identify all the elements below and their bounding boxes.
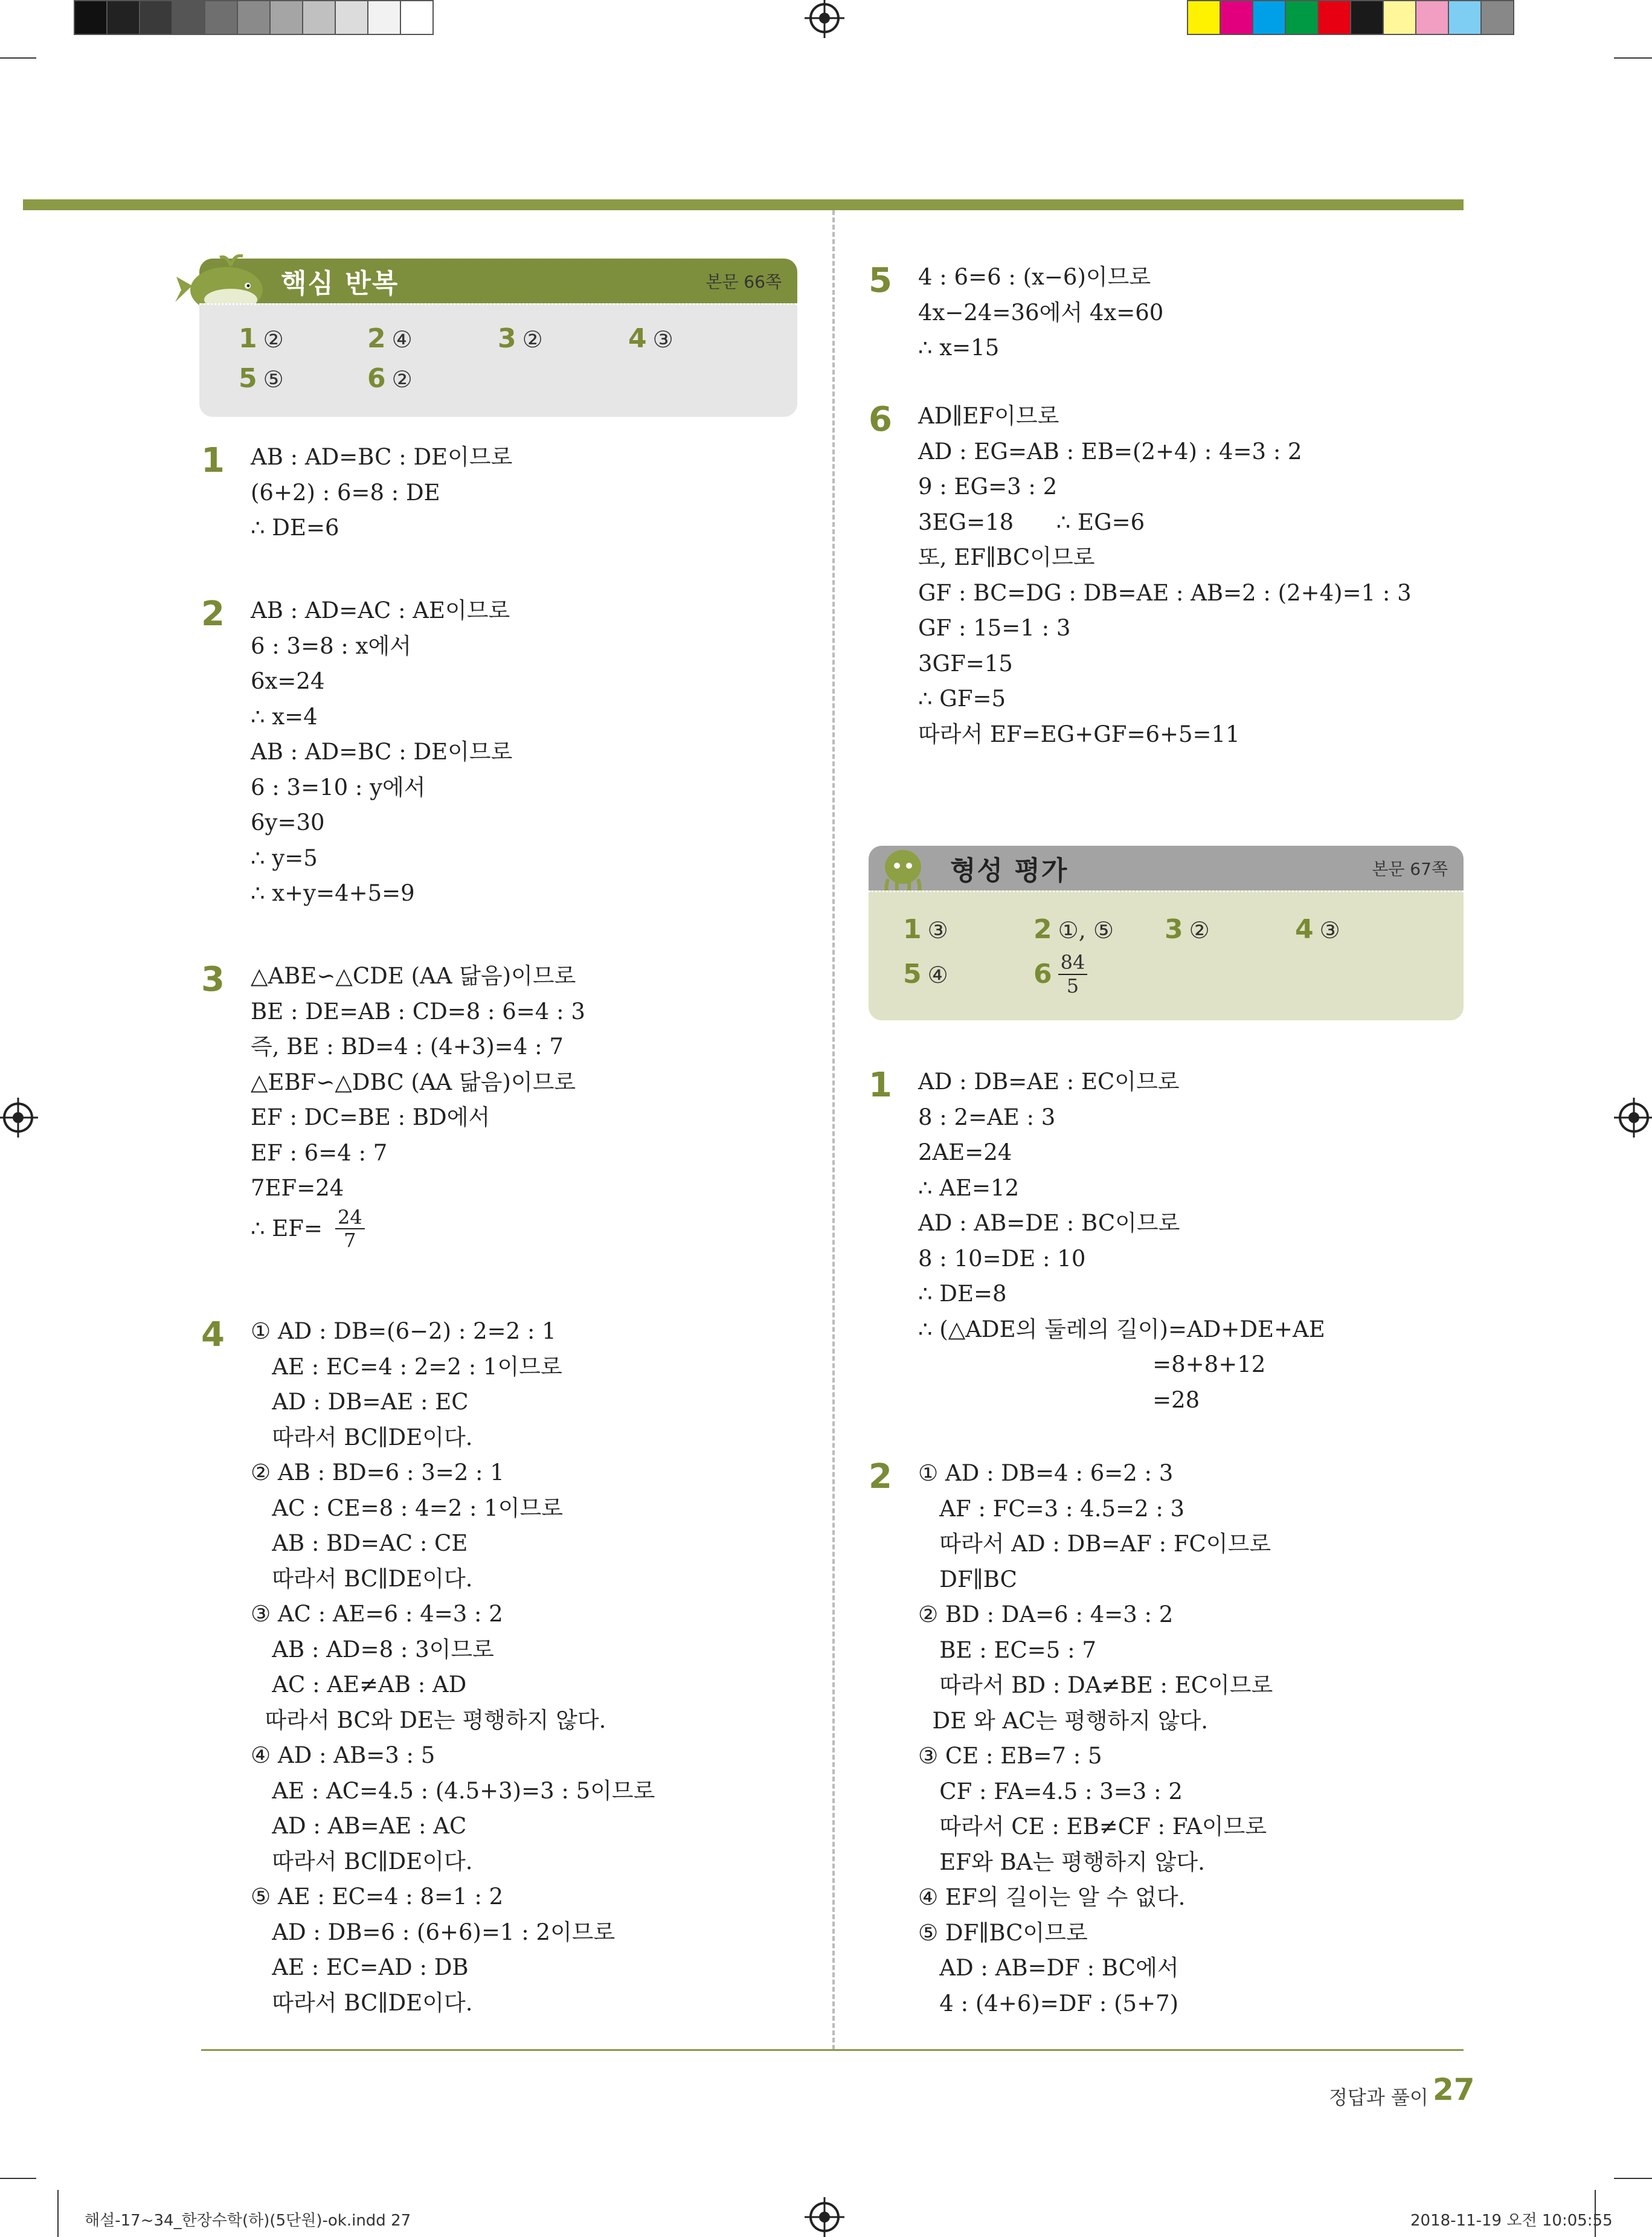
gray-swatch: [106, 0, 140, 35]
problem-number: 3: [201, 960, 225, 999]
solution-line: 7EF=24: [251, 1175, 344, 1201]
bottom-rule: [201, 2049, 1464, 2051]
solution-line: ∴ DE=6: [251, 515, 339, 541]
color-swatch: [1415, 0, 1449, 35]
color-swatch: [1285, 0, 1319, 35]
solution-line: 따라서 BC∥DE이다.: [251, 1989, 473, 2016]
solution-line: ⑤ AE : EC=4 : 8=1 : 2: [251, 1884, 504, 1910]
solution-line: ① AD : DB=4 : 6=2 : 3: [918, 1460, 1174, 1486]
solution-line: 4 : (4+6)=DF : (5+7): [918, 1990, 1179, 2017]
crop-mark: [0, 2178, 36, 2179]
solution-line: 2AE=24: [918, 1139, 1012, 1165]
crop-mark: [1614, 57, 1652, 59]
answer-item: 1 ②: [239, 323, 284, 354]
color-swatch: [1252, 0, 1286, 35]
color-swatch: [1220, 0, 1253, 35]
problem-number: 2: [869, 1457, 892, 1496]
solution-line: 3GF=15: [918, 650, 1013, 677]
solution-line: EF : DC=BE : BD에서: [251, 1104, 490, 1130]
solution-line: 따라서 EF=EG+GF=6+5=11: [918, 721, 1240, 747]
solution-line: AB : AD=AC : AE이므로: [251, 597, 510, 623]
answer-item: 3 ②: [1165, 914, 1210, 945]
solution-line: 4x−24=36에서 4x=60: [918, 299, 1164, 326]
solution-line: 따라서 BD : DA≠BE : EC이므로: [918, 1672, 1273, 1698]
answer-item: 2 ④: [367, 323, 413, 354]
top-green-bar: [23, 199, 1464, 210]
problem-number: 1: [869, 1066, 892, 1105]
gray-swatch: [400, 0, 434, 35]
solution-line: DE 와 AC는 평행하지 않다.: [918, 1707, 1208, 1734]
solution-line: ④ EF의 길이는 알 수 없다.: [918, 1884, 1186, 1910]
solution-line: AC : CE=8 : 4=2 : 1이므로: [251, 1495, 563, 1521]
solution-line: △ABE∽△CDE (AA 닮음)이므로: [251, 963, 576, 989]
solution-line: AE : EC=AD : DB: [251, 1954, 469, 1980]
slug-filename: 해설-17~34_한장수학(하)(5단원)-ok.indd 27: [85, 2212, 411, 2230]
solution-line: 6x=24: [251, 668, 325, 694]
crop-mark: [1614, 2178, 1652, 2179]
color-swatch: [1480, 0, 1514, 35]
answer-item: 2 ①, ⑤: [1033, 914, 1114, 945]
solution-line: AB : AD=BC : DE이므로: [251, 444, 513, 470]
solution-line: 8 : 2=AE : 3: [918, 1104, 1056, 1130]
gray-swatch: [172, 0, 205, 35]
solution-line: ② AB : BD=6 : 3=2 : 1: [251, 1460, 504, 1485]
solution-line: AE : AC=4.5 : (4.5+3)=3 : 5이므로: [251, 1777, 655, 1804]
solution-line: 6y=30: [251, 810, 325, 835]
solution-line: GF : BC=DG : DB=AE : AB=2 : (2+4)=1 : 3: [918, 579, 1412, 606]
answer-item: 5 ⑤: [239, 363, 284, 394]
solution-line: 6 : 3=10 : y에서: [251, 774, 426, 800]
problem-number: 5: [869, 261, 892, 300]
solution-line: EF와 BA는 평행하지 않다.: [918, 1849, 1205, 1875]
solution-line: AD : DB=6 : (6+6)=1 : 2이므로: [251, 1919, 615, 1945]
solution-line: BE : DE=AB : CD=8 : 6=4 : 3: [251, 998, 585, 1025]
fraction-denominator: 7: [344, 1229, 356, 1252]
color-swatch: [1350, 0, 1384, 35]
fraction-numerator: 24: [335, 1206, 365, 1230]
solution-line: △EBF∽△DBC (AA 닮음)이므로: [251, 1069, 576, 1095]
answer-item: 5 ④: [903, 959, 948, 990]
solution-line: ∴ AE=12: [918, 1174, 1020, 1201]
registration-mark-bottom: [809, 2202, 840, 2232]
solution-line: 따라서 BC∥DE이다.: [251, 1424, 473, 1450]
solution-line: ∴ (△ADE의 둘레의 길이)=AD+DE+AE: [918, 1316, 1325, 1342]
column-divider: [832, 210, 835, 2050]
solution-line: 6 : 3=8 : x에서: [251, 632, 411, 659]
solution-line: ② BD : DA=6 : 4=3 : 2: [918, 1601, 1174, 1627]
solution-line: 3EG=18 ∴ EG=6: [918, 509, 1145, 535]
page-number: 27: [1433, 2072, 1475, 2107]
color-swatch: [1187, 0, 1221, 35]
problem-number: 2: [201, 594, 225, 634]
answer-item: 4 ③: [628, 323, 673, 354]
solution-line: 따라서 BC∥DE이다.: [251, 1848, 473, 1875]
solution-line: 8 : 10=DE : 10: [918, 1245, 1086, 1272]
answer-item: 3 ②: [498, 323, 543, 354]
solution-line: ∴ EF=: [251, 1215, 323, 1241]
solution-line: ③ CE : EB=7 : 5: [918, 1743, 1102, 1769]
solution-line: 따라서 BC와 DE는 평행하지 않다.: [251, 1707, 606, 1733]
solution-line: DF∥BC: [918, 1566, 1017, 1592]
solution-line: AD∥EF이므로: [918, 403, 1059, 429]
solution-line: AB : BD=AC : CE: [251, 1530, 468, 1556]
section-title: 형성 평가: [950, 855, 1069, 886]
solution-line: 4 : 6=6 : (x−6)이므로: [918, 264, 1151, 290]
solution-line: EF : 6=4 : 7: [251, 1139, 388, 1166]
solution-line: ⑤ DF∥BC이므로: [918, 1919, 1088, 1946]
solution-line: 즉, BE : BD=4 : (4+3)=4 : 7: [251, 1034, 564, 1060]
footer-label: 정답과 풀이: [1329, 2086, 1429, 2109]
crop-mark: [57, 2190, 59, 2237]
registration-mark-top: [809, 3, 840, 33]
solution-line: ∴ x=4: [251, 703, 318, 730]
registration-mark-right: [1619, 1102, 1649, 1133]
answer-item: 4 ③: [1295, 914, 1340, 945]
solution-line: AD : AB=AE : AC: [251, 1813, 467, 1839]
answer-box-1: [199, 303, 797, 417]
solution-line: AD : DB=AE : EC이므로: [918, 1069, 1180, 1095]
solution-line: 9 : EG=3 : 2: [918, 474, 1058, 500]
solution-line: AD : DB=AE : EC: [251, 1389, 469, 1415]
solution-line: ① AD : DB=(6−2) : 2=2 : 1: [251, 1318, 556, 1344]
fraction: [335, 1206, 365, 1252]
solution-line: ∴ x=15: [918, 335, 1000, 361]
solution-line: BE : EC=5 : 7: [918, 1637, 1096, 1663]
color-swatch: [1448, 0, 1482, 35]
solution-line: AE : EC=4 : 2=2 : 1이므로: [251, 1353, 562, 1380]
color-swatch: [1317, 0, 1351, 35]
gray-swatch: [204, 0, 238, 35]
section-header-core-review: [199, 259, 797, 303]
problem-number: 1: [201, 441, 225, 480]
solution-line: ∴ DE=8: [918, 1281, 1007, 1307]
solution-line: ③ AC : AE=6 : 4=3 : 2: [251, 1601, 503, 1627]
gray-swatch: [139, 0, 173, 35]
gray-swatch: [302, 0, 336, 35]
gray-swatch: [269, 0, 303, 35]
solution-line: 또, EF∥BC이므로: [918, 544, 1095, 570]
solution-line: ④ AD : AB=3 : 5: [251, 1742, 435, 1768]
answer-box-2: [869, 890, 1464, 1020]
gray-swatch: [335, 0, 368, 35]
section-title: 핵심 반복: [281, 268, 399, 299]
solution-line: 따라서 CE : EB≠CF : FA이므로: [918, 1814, 1267, 1839]
solution-line: ∴ GF=5: [918, 686, 1006, 712]
solution-line: GF : 15=1 : 3: [918, 615, 1071, 641]
gray-swatch: [237, 0, 271, 35]
solution-line: ∴ y=5: [251, 845, 318, 871]
solution-line: AD : AB=DE : BC이므로: [918, 1210, 1180, 1236]
answer-item: 6 84 5: [1033, 951, 1087, 997]
problem-number: 4: [201, 1315, 225, 1354]
solution-line: =8+8+12: [918, 1351, 1266, 1377]
section-header-formative-assessment: [869, 846, 1464, 890]
problem-number: 6: [869, 400, 892, 439]
gray-swatch: [74, 0, 108, 35]
solution-line: AD : EG=AB : EB=(2+4) : 4=3 : 2: [918, 438, 1302, 465]
solution-line: =28: [918, 1386, 1200, 1413]
solution-line: (6+2) : 6=8 : DE: [251, 479, 440, 506]
page-reference: 본문 66쪽: [705, 272, 782, 292]
color-swatch: [1383, 0, 1416, 35]
solution-line: 따라서 BC∥DE이다.: [251, 1565, 473, 1592]
solution-line: AB : AD=BC : DE이므로: [251, 739, 513, 765]
solution-line: CF : FA=4.5 : 3=3 : 2: [918, 1778, 1183, 1804]
slug-datetime: 2018-11-19 오전 10:05:55: [1410, 2212, 1613, 2230]
answer-item: 1 ③: [903, 914, 948, 945]
registration-mark-left: [3, 1102, 33, 1133]
crop-mark: [0, 57, 36, 59]
solution-line: AB : AD=8 : 3이므로: [251, 1636, 494, 1662]
solution-line: AC : AE≠AB : AD: [251, 1672, 467, 1698]
solution-line: ∴ x+y=4+5=9: [251, 880, 415, 906]
gray-swatch: [367, 0, 401, 35]
answer-item: 6 ②: [367, 363, 413, 394]
solution-line: 따라서 AD : DB=AF : FC이므로: [918, 1531, 1271, 1557]
solution-line: AF : FC=3 : 4.5=2 : 3: [918, 1495, 1185, 1522]
page-reference: 본문 67쪽: [1372, 859, 1448, 879]
solution-line: AD : AB=DF : BC에서: [918, 1955, 1179, 1981]
